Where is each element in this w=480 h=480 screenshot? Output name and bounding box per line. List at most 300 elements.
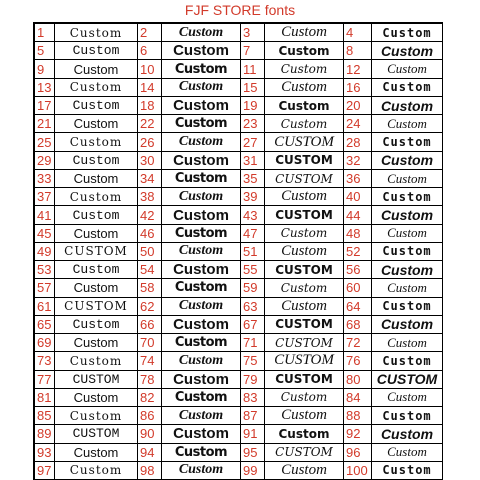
font-sample-text: Custom (380, 152, 434, 169)
font-cell (138, 298, 241, 316)
font-sample-text: Custom (73, 280, 119, 296)
font-sample-text: Custom (178, 462, 224, 478)
font-cell (344, 133, 443, 151)
font-cell (344, 188, 443, 206)
font-sample-text: Custom (173, 151, 229, 169)
font-number: 86 (138, 407, 162, 424)
font-number: 29 (35, 152, 55, 169)
font-sample-text: CUSTOM (274, 352, 334, 369)
font-cell (35, 425, 138, 443)
font-sample-text: Custom (281, 461, 327, 478)
font-sample-text: Custom (382, 135, 432, 150)
font-cell (241, 316, 344, 334)
font-number: 99 (241, 462, 265, 479)
font-sample-text: Custom (382, 189, 432, 204)
font-number: 12 (344, 60, 372, 77)
font-cell (344, 60, 443, 78)
font-sample-text: Custom (174, 280, 228, 296)
font-sample-text: Custom (72, 152, 120, 168)
font-sample-text: Custom (380, 42, 434, 59)
font-number: 41 (35, 206, 55, 223)
font-number: 48 (344, 225, 372, 242)
font-number: 84 (344, 389, 372, 406)
font-cell (241, 243, 344, 261)
font-cell (138, 243, 241, 261)
font-number: 47 (241, 225, 265, 242)
font-number: 63 (241, 298, 265, 315)
font-cell (35, 188, 138, 206)
font-cell (138, 462, 241, 480)
font-sample-text: Custom (281, 24, 327, 41)
font-cell (138, 389, 241, 407)
font-sample-text: Custom (380, 207, 434, 223)
font-number: 61 (35, 298, 55, 315)
font-cell (138, 97, 241, 115)
font-number: 26 (138, 133, 162, 150)
font-number: 16 (344, 79, 372, 96)
font-number: 45 (35, 225, 55, 242)
font-cell (138, 334, 241, 352)
font-cell (344, 298, 443, 316)
font-sample-text: Custom (72, 98, 120, 114)
font-number: 76 (344, 352, 372, 369)
font-sample-text: Custom (380, 316, 434, 333)
font-number: 44 (344, 206, 372, 223)
font-cell (35, 225, 138, 243)
font-cell (138, 352, 241, 370)
font-number: 22 (138, 115, 162, 132)
font-number: 40 (344, 188, 372, 205)
font-number: 66 (138, 316, 162, 333)
font-sample-text: CUSTOM (64, 299, 128, 314)
font-sample-text: Custom (69, 463, 123, 478)
font-number: 83 (241, 389, 265, 406)
font-cell (344, 352, 443, 370)
font-sample-text: Custom (173, 206, 229, 224)
font-cell (344, 42, 443, 60)
font-sample-text: Custom (178, 188, 224, 204)
font-number: 88 (344, 407, 372, 424)
font-sample-text: Custom (382, 353, 432, 368)
font-number: 33 (35, 170, 55, 187)
font-number: 57 (35, 279, 55, 296)
font-number: 4 (344, 24, 372, 41)
font-cell (35, 243, 138, 261)
font-cell (138, 279, 241, 297)
font-sample-text: CUSTOM (275, 262, 333, 277)
font-sample-text: CUSTOM (275, 317, 333, 332)
font-number: 17 (35, 97, 55, 114)
font-sample-text: Custom (178, 407, 224, 423)
font-cell (35, 279, 138, 297)
font-grid (33, 22, 443, 480)
font-number: 90 (138, 425, 162, 442)
font-number: 65 (35, 316, 55, 333)
font-cell (138, 60, 241, 78)
font-sample-text: Custom (281, 407, 327, 424)
font-number: 82 (138, 389, 162, 406)
font-sample-text: Custom (178, 134, 224, 150)
font-number: 51 (241, 243, 265, 260)
font-cell (241, 352, 344, 370)
font-cell (241, 334, 344, 352)
font-sample-text: Custom (382, 299, 432, 314)
font-cell (241, 389, 344, 407)
font-cell (344, 206, 443, 224)
font-number: 21 (35, 115, 55, 132)
font-number: 32 (344, 152, 372, 169)
font-number: 69 (35, 334, 55, 351)
font-sample-text: CUSTOM (275, 153, 333, 168)
font-number: 25 (35, 133, 55, 150)
font-number: 27 (241, 133, 265, 150)
font-sample-text: Custom (69, 189, 123, 204)
font-cell (138, 316, 241, 334)
font-cell (138, 206, 241, 224)
font-cell (35, 152, 138, 170)
font-sample-text: Custom (178, 79, 224, 95)
font-cell (35, 298, 138, 316)
font-number: 18 (138, 97, 162, 114)
font-cell (241, 462, 344, 480)
font-sample-text: Custom (73, 61, 119, 77)
font-sample-text: Custom (72, 316, 120, 332)
font-number: 94 (138, 444, 162, 461)
font-sample-text: Custom (69, 353, 123, 368)
font-cell (138, 444, 241, 462)
font-cell (35, 170, 138, 188)
font-sample-text: Custom (174, 389, 228, 405)
font-number: 79 (241, 371, 265, 388)
font-number: 60 (344, 279, 372, 296)
font-sample-text: Custom (178, 298, 224, 314)
font-cell (138, 42, 241, 60)
font-sample-text: Custom (382, 80, 432, 95)
font-cell (138, 225, 241, 243)
font-cell (138, 407, 241, 425)
font-sample-text: Custom (173, 425, 229, 443)
font-sample-text: Custom (280, 390, 328, 405)
font-number: 20 (344, 97, 372, 114)
font-sample-text: Custom (387, 170, 427, 186)
font-number: 74 (138, 352, 162, 369)
font-number: 2 (138, 24, 162, 41)
font-number: 8 (344, 42, 372, 59)
font-cell (35, 407, 138, 425)
font-sample-text: Custom (73, 335, 119, 351)
font-sample-text: Custom (73, 389, 119, 405)
font-cell (344, 152, 443, 170)
font-sample-text: Custom (174, 225, 228, 241)
font-cell (241, 97, 344, 115)
font-cell (241, 42, 344, 60)
font-number: 96 (344, 444, 372, 461)
font-number: 62 (138, 298, 162, 315)
font-cell (241, 407, 344, 425)
font-number: 3 (241, 24, 265, 41)
font-sample-text: Custom (73, 116, 119, 132)
font-number: 58 (138, 279, 162, 296)
font-number: 53 (35, 261, 55, 278)
font-number: 55 (241, 261, 265, 278)
font-sample-text: CUSTOM (275, 208, 333, 222)
font-sample-text: Custom (178, 352, 224, 368)
font-cell (241, 261, 344, 279)
font-sample-text: Custom (387, 444, 427, 460)
font-sample-text: Custom (387, 115, 427, 131)
font-cell (344, 444, 443, 462)
font-number: 98 (138, 462, 162, 479)
font-number: 1 (35, 24, 55, 41)
font-cell (241, 425, 344, 443)
font-cell (35, 371, 138, 389)
font-sample-text: Custom (178, 243, 224, 259)
font-number: 6 (138, 42, 162, 59)
font-cell (35, 79, 138, 97)
font-number: 95 (241, 444, 265, 461)
font-cell (344, 225, 443, 243)
font-sample-text: Custom (173, 261, 229, 279)
font-number: 73 (35, 352, 55, 369)
font-number: 67 (241, 316, 265, 333)
font-cell (241, 188, 344, 206)
font-number: 77 (35, 371, 55, 388)
font-sample-text: Custom (280, 62, 328, 77)
font-cell (344, 371, 443, 389)
font-number: 50 (138, 243, 162, 260)
font-cell (35, 389, 138, 407)
font-number: 91 (241, 425, 265, 442)
font-sample-text: Custom (387, 334, 427, 350)
font-number: 52 (344, 243, 372, 260)
font-number: 92 (344, 425, 372, 442)
font-cell (138, 425, 241, 443)
font-number: 89 (35, 425, 55, 442)
font-sample-text: CUSTOM (274, 133, 334, 150)
font-sample-text: Custom (281, 188, 327, 205)
font-sample-text: Custom (278, 43, 330, 58)
font-number: 56 (344, 261, 372, 278)
font-cell (344, 97, 443, 115)
font-cell (344, 115, 443, 133)
font-number: 19 (241, 97, 265, 114)
font-number: 80 (344, 371, 372, 388)
font-number: 75 (241, 352, 265, 369)
font-cell (241, 371, 344, 389)
font-cell (35, 261, 138, 279)
font-number: 93 (35, 444, 55, 461)
font-sample-text: Custom (173, 315, 229, 333)
font-cell (35, 133, 138, 151)
font-sample-text: Custom (69, 80, 123, 95)
font-sample-text: Custom (280, 226, 328, 241)
font-number: 31 (241, 152, 265, 169)
font-number: 97 (35, 462, 55, 479)
font-cell (138, 188, 241, 206)
font-cell (241, 24, 344, 42)
font-number: 42 (138, 206, 162, 223)
font-cell (241, 60, 344, 78)
font-number: 68 (344, 316, 372, 333)
font-number: 71 (241, 334, 265, 351)
font-cell (344, 389, 443, 407)
font-number: 37 (35, 188, 55, 205)
font-sample-text: CUSTOM (275, 372, 333, 387)
font-cell (35, 24, 138, 42)
font-cell (344, 425, 443, 443)
font-sample-text: Custom (387, 225, 427, 241)
font-cell (241, 298, 344, 316)
font-cell (35, 42, 138, 60)
font-cell (241, 279, 344, 297)
font-cell (344, 79, 443, 97)
font-number: 5 (35, 42, 55, 59)
font-sample-text: Custom (382, 408, 432, 423)
font-number: 11 (241, 60, 265, 77)
font-number: 100 (344, 462, 372, 479)
font-cell (344, 316, 443, 334)
font-cell (138, 24, 241, 42)
font-number: 10 (138, 60, 162, 77)
font-cell (35, 334, 138, 352)
font-sample-text: Custom (380, 261, 434, 278)
font-sample-text: Custom (382, 463, 432, 478)
font-sample-text: CUSTOM (275, 171, 333, 186)
font-cell (241, 133, 344, 151)
font-cell (344, 261, 443, 279)
font-cell (344, 334, 443, 352)
font-number: 15 (241, 79, 265, 96)
font-sample-text: Custom (382, 244, 432, 259)
font-cell (344, 407, 443, 425)
font-number: 43 (241, 206, 265, 223)
font-number: 9 (35, 60, 55, 77)
font-number: 87 (241, 407, 265, 424)
font-number: 23 (241, 115, 265, 132)
font-number: 59 (241, 279, 265, 296)
font-number: 64 (344, 298, 372, 315)
font-sample-text: Custom (280, 280, 328, 295)
font-number: 70 (138, 334, 162, 351)
font-cell (35, 60, 138, 78)
font-cell (241, 225, 344, 243)
font-sample-text: CUSTOM (72, 426, 120, 442)
font-cell (344, 243, 443, 261)
font-number: 38 (138, 188, 162, 205)
font-sample-text: Custom (174, 335, 228, 351)
font-sample-text: CUSTOM (275, 445, 333, 460)
font-sample-text: Custom (173, 370, 229, 388)
font-sample-text: CUSTOM (376, 371, 438, 388)
font-number: 14 (138, 79, 162, 96)
font-cell (35, 206, 138, 224)
font-cell (241, 115, 344, 133)
font-number: 13 (35, 79, 55, 96)
font-sample-text: CUSTOM (72, 371, 120, 387)
font-cell (344, 170, 443, 188)
font-sample-text: Custom (278, 426, 330, 441)
font-number: 24 (344, 115, 372, 132)
font-sample-text: Custom (280, 116, 328, 131)
font-cell (35, 444, 138, 462)
font-sample-text: Custom (380, 97, 434, 114)
font-sample-text: Custom (174, 116, 228, 132)
font-sample-text: Custom (69, 408, 123, 423)
font-cell (241, 152, 344, 170)
font-sample-text: Custom (173, 42, 229, 60)
font-sample-text: Custom (380, 425, 434, 442)
font-sample-text: Custom (281, 297, 327, 314)
font-cell (138, 115, 241, 133)
font-number: 36 (344, 170, 372, 187)
font-number: 49 (35, 243, 55, 260)
font-cell (35, 97, 138, 115)
font-cell (35, 316, 138, 334)
font-cell (35, 462, 138, 480)
font-cell (241, 206, 344, 224)
font-number: 35 (241, 170, 265, 187)
font-number: 30 (138, 152, 162, 169)
font-cell (344, 24, 443, 42)
font-sample-text: Custom (72, 262, 120, 278)
font-cell (241, 444, 344, 462)
font-number: 78 (138, 371, 162, 388)
font-sample-text: Custom (174, 171, 228, 187)
font-number: 54 (138, 261, 162, 278)
font-sample-text: Custom (73, 225, 119, 241)
font-number: 39 (241, 188, 265, 205)
font-sample-text: Custom (281, 242, 327, 259)
font-sample-text: Custom (72, 43, 120, 59)
font-sample-text: Custom (173, 97, 229, 115)
font-cell (344, 462, 443, 480)
font-cell (138, 261, 241, 279)
font-sample-text: Custom (69, 25, 123, 40)
font-cell (138, 152, 241, 170)
font-cell (138, 170, 241, 188)
font-number: 34 (138, 170, 162, 187)
font-sample-text: Custom (73, 444, 119, 460)
font-number: 46 (138, 225, 162, 242)
font-sample-text: Custom (178, 24, 224, 40)
font-cell (241, 79, 344, 97)
font-sample-text: Custom (281, 78, 327, 95)
font-sample-text: Custom (387, 279, 427, 295)
font-sample-text: Custom (382, 25, 432, 40)
font-sample-text: Custom (174, 444, 228, 460)
font-number: 81 (35, 389, 55, 406)
font-cell (241, 170, 344, 188)
font-sample-text: Custom (69, 135, 123, 150)
font-sample-text: Custom (387, 61, 427, 77)
font-cell (138, 79, 241, 97)
font-cell (35, 352, 138, 370)
font-sample-text: CUSTOM (275, 335, 333, 350)
font-sample-text: Custom (174, 61, 228, 77)
font-sample-text: Custom (387, 389, 427, 405)
font-sample-text: CUSTOM (64, 244, 128, 259)
font-sample-text: Custom (72, 207, 120, 223)
font-cell (138, 133, 241, 151)
font-sample-text: Custom (73, 171, 119, 187)
font-cell (344, 279, 443, 297)
font-number: 72 (344, 334, 372, 351)
font-number: 85 (35, 407, 55, 424)
font-sample-text: Custom (278, 98, 330, 113)
font-cell (35, 115, 138, 133)
font-cell (138, 371, 241, 389)
font-number: 28 (344, 133, 372, 150)
